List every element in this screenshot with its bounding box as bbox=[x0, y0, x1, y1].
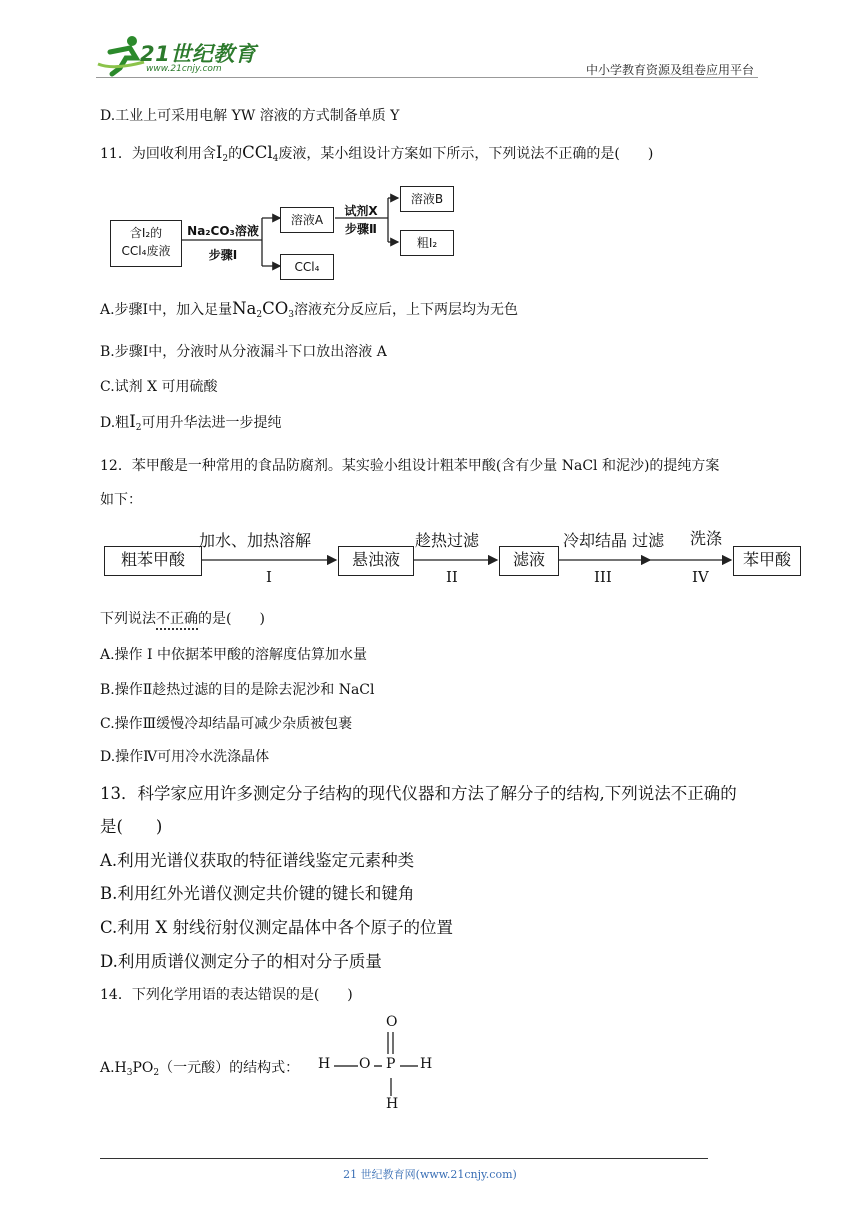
q11-option-d: D.粗$I_2$可用升华法进一步提纯 bbox=[100, 412, 282, 433]
header-platform-title: 中小学教育资源及组卷应用平台 bbox=[585, 63, 754, 77]
q10-option-d: D.工业上可采用电解 YW 溶液的方式制备单质 Y bbox=[100, 108, 400, 124]
q11-step2-label: 步骤Ⅱ bbox=[345, 222, 377, 236]
q13-option-a: A.利用光谱仪获取的特征谱线鉴定元素种类 bbox=[100, 851, 415, 870]
footer-link[interactable]: 21 世纪教育网(www.21cnjy.com) bbox=[343, 1168, 517, 1181]
q12-stem-line2: 如下： bbox=[100, 492, 142, 508]
q11-option-a: A.步骤Ⅰ中，加入足量$Na_2CO_3$溶液充分反应后，上下两层均为无色 bbox=[100, 299, 518, 320]
q11-box-solution-a: 溶液A bbox=[280, 207, 334, 233]
q12-op1-label: 加水、加热溶解 bbox=[199, 531, 312, 550]
q12-op2-numeral: II bbox=[446, 568, 458, 586]
q12-stem-line1: 12．苯甲酸是一种常用的食品防腐剂。某实验小组设计粗苯甲酸(含有少量 NaCl 和泥沙)的提纯方案 bbox=[100, 458, 720, 474]
q11-stem: 11．为回收利用含$I_2$的CCl$_4$废液，某小组设计方案如下所示，下列说法不正确的是( ) bbox=[100, 143, 654, 164]
q13-option-c: C.利用 X 射线衍射仪测定晶体中各个原子的位置 bbox=[100, 918, 454, 937]
q11-option-b: B.步骤Ⅰ中，分液时从分液漏斗下口放出溶液 A bbox=[100, 344, 387, 360]
q13-stem-line1: 13．科学家应用许多测定分子结构的现代仪器和方法了解分子的结构,下列说法不正确的 bbox=[100, 784, 737, 803]
q12-ask: 下列说法不正确的是( ) bbox=[100, 609, 265, 629]
q12-option-a: A.操作 I 中依据苯甲酸的溶解度估算加水量 bbox=[100, 647, 367, 663]
q12-box-benzoic-acid: 苯甲酸 bbox=[733, 546, 801, 576]
q11-step1-label: 步骤Ⅰ bbox=[208, 248, 238, 262]
q11-box-solution-b: 溶液B bbox=[400, 186, 454, 212]
logo-text: 21世纪教育 bbox=[140, 42, 257, 66]
q12-box-suspension: 悬浊液 bbox=[338, 546, 414, 576]
q11-box-ccl4: CCl₄ bbox=[280, 254, 334, 280]
q12-op2-label: 趁热过滤 bbox=[415, 531, 480, 550]
q12-option-b: B.操作Ⅱ趁热过滤的目的是除去泥沙和 NaCl bbox=[100, 682, 375, 698]
header-divider bbox=[96, 77, 758, 78]
q12-box-crude-benzoic-acid: 粗苯甲酸 bbox=[104, 546, 202, 576]
q13-option-b: B.利用红外光谱仪测定共价键的键长和键角 bbox=[100, 884, 415, 903]
q12-op1-numeral: I bbox=[266, 568, 272, 586]
q11-stepx-reagent: 试剂X bbox=[344, 204, 378, 218]
q13-stem-line2: 是( ) bbox=[100, 817, 163, 836]
q14-atom-h-bottom: H bbox=[386, 1096, 399, 1112]
q12-box-filtrate: 滤液 bbox=[499, 546, 559, 576]
q14-option-a: $A.H_3PO_2$（一元酸）的结构式： bbox=[100, 1060, 300, 1078]
footer-divider bbox=[100, 1158, 708, 1159]
q11-step1-reagent: Na₂CO₃溶液 bbox=[187, 224, 259, 238]
q14-atom-h-left: H bbox=[318, 1056, 331, 1072]
q12-option-d: D.操作Ⅳ可用冷水洗涤晶体 bbox=[100, 749, 270, 765]
q12-op4-label: 洗涤 bbox=[690, 529, 723, 548]
q14-atom-o-mid: O bbox=[359, 1056, 371, 1072]
q14-atom-h-right: H bbox=[420, 1056, 433, 1072]
q11-option-c: C.试剂 X 可用硫酸 bbox=[100, 379, 218, 395]
q14-stem: 14．下列化学用语的表达错误的是( ) bbox=[100, 987, 353, 1003]
q13-option-d: D.利用质谱仪测定分子的相对分子质量 bbox=[100, 952, 382, 971]
q14-atom-p: P bbox=[386, 1056, 396, 1072]
q12-option-c: C.操作Ⅲ缓慢冷却结晶可减少杂质被包裹 bbox=[100, 716, 353, 732]
q12-op3-numeral: III bbox=[594, 568, 612, 586]
runner-logo-icon bbox=[96, 34, 146, 78]
logo-url: www.21cnjy.com bbox=[146, 64, 222, 74]
q11-box-start: 含I₂的 CCl₄废液 bbox=[110, 220, 182, 267]
q12-op4-numeral: IV bbox=[692, 568, 709, 586]
q11-box-crude-i2: 粗I₂ bbox=[400, 230, 454, 256]
q12-op3-label: 冷却结晶 过滤 bbox=[563, 531, 665, 550]
q14-atom-o-top: O bbox=[386, 1014, 398, 1030]
